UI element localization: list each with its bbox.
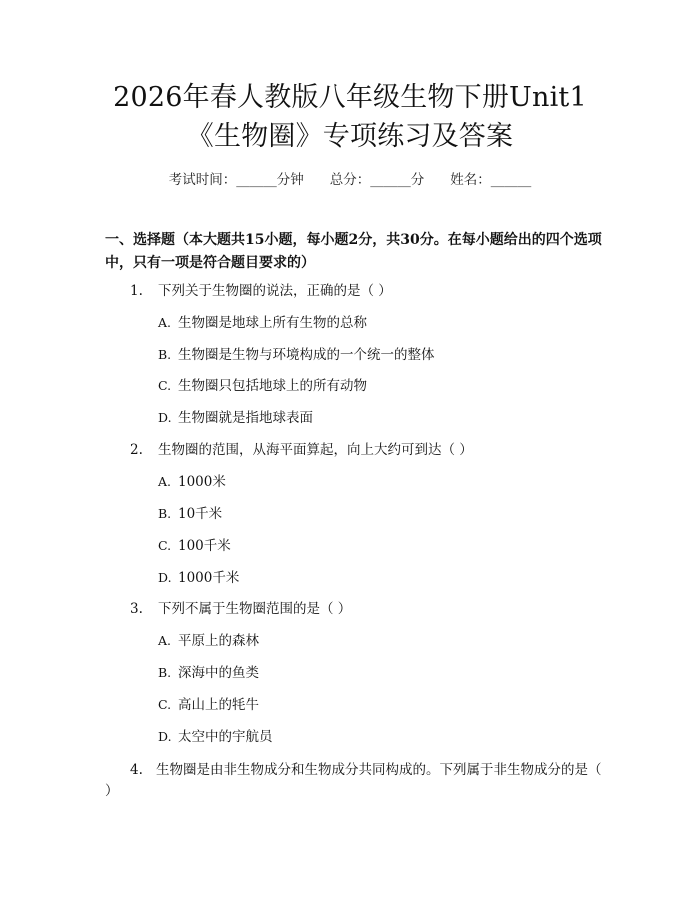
option-2b [158,504,222,524]
option-letter: C. [158,378,172,393]
option-text: 生物圈是地球上所有生物的总称 [178,315,367,331]
option-text: 平原上的森林 [178,633,259,649]
question-number: 3. [130,601,143,617]
question-3 [130,599,351,619]
question-2 [130,440,473,460]
option-letter: B. [158,506,172,521]
option-3a [158,631,259,651]
option-letter: C. [158,538,172,553]
option-letter: D. [158,570,172,585]
option-1d [158,408,313,428]
total-score-field: 总分：______分 [329,172,425,188]
question-number: 4. [130,762,143,778]
option-letter: A. [158,633,172,648]
option-text: 高山上的牦牛 [178,697,259,713]
option-letter: C. [158,697,172,712]
question-number: 1. [130,283,143,299]
option-1c [158,376,367,396]
option-3c [158,695,259,715]
option-2a [158,472,226,492]
option-text: 生物圈是生物与环境构成的一个统一的整体 [178,347,435,363]
option-letter: D. [158,729,172,744]
question-text: 下列关于生物圈的说法，正确的是（ ） [158,283,392,299]
option-2d [158,568,239,588]
option-text: 1000千米 [178,570,240,586]
option-letter: A. [158,315,172,330]
option-text: 生物圈只包括地球上的所有动物 [178,378,367,394]
option-text: 10千米 [178,506,223,522]
exam-time-field: 考试时间：______分钟 [168,172,304,188]
option-3d [158,727,273,747]
question-text: 下列不属于生物圈范围的是（ ） [158,601,352,617]
exam-meta [0,168,700,188]
option-2c [158,536,231,556]
question-text: 生物圈的范围，从海平面算起，向上大约可到达（ ） [158,442,473,458]
page-title: 2026年春人教版八年级生物下册Unit1《生物圈》专项练习及答案 [113,82,587,152]
question-4 [105,760,605,802]
option-text: 100千米 [178,538,231,554]
option-text: 深海中的鱼类 [178,665,259,681]
student-name-field: 姓名：______ [450,172,532,188]
option-text: 1000米 [178,474,226,490]
option-letter: B. [158,665,172,680]
option-letter: A. [158,474,172,489]
option-1a [158,313,367,333]
option-letter: B. [158,347,172,362]
option-3b [158,663,259,683]
option-text: 太空中的宇航员 [178,729,273,745]
section-heading: 一、选择题（本大题共15小题，每小题2分，共30分。在每小题给出的四个选项中，只有一项是符合题目要求的） [105,232,602,271]
option-1b [158,345,435,365]
option-letter: D. [158,410,172,425]
option-text: 生物圈就是指地球表面 [178,410,313,426]
question-number: 2. [130,442,143,458]
question-text: 生物圈是由非生物成分和生物成分共同构成的。下列属于非生物成分的是（ ） [105,762,602,799]
question-1 [130,281,392,301]
